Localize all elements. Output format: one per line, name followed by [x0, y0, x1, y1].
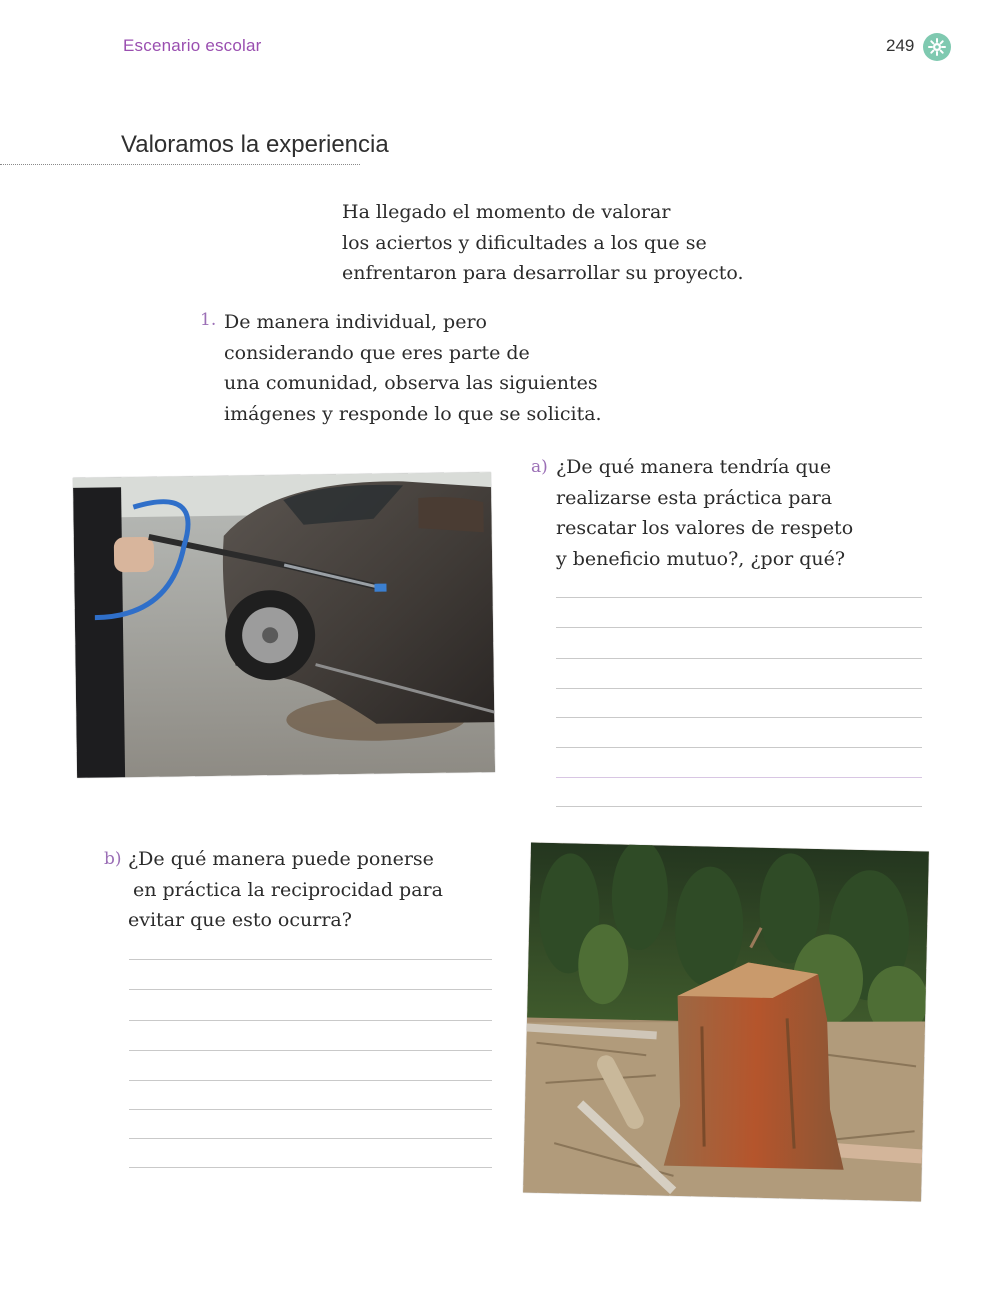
answer-line[interactable]	[556, 688, 922, 689]
running-header: Escenario escolar	[123, 36, 262, 55]
subquestion-text	[556, 452, 853, 574]
subquestion-line: y beneficio mutuo?, ¿por qué?	[556, 547, 846, 570]
intro-line: los aciertos y dificultades a los que se	[342, 231, 707, 254]
answer-line[interactable]	[556, 597, 922, 598]
question-line: considerando que eres parte de	[224, 341, 530, 364]
question-line: De manera individual, pero	[224, 311, 487, 333]
answer-line[interactable]	[129, 959, 492, 960]
car-wash-photo	[73, 472, 495, 778]
answer-line[interactable]	[129, 1138, 492, 1139]
answer-line[interactable]	[556, 717, 922, 718]
subquestion-line: ¿De qué manera puede ponerse	[128, 848, 434, 870]
answer-line[interactable]	[556, 806, 922, 807]
intro-line: Ha llegado el momento de valorar	[342, 201, 671, 223]
section-title: Valoramos la experiencia	[121, 131, 389, 158]
subquestion-text	[128, 844, 443, 936]
intro-paragraph	[342, 197, 744, 289]
question-text	[224, 307, 602, 429]
title-divider	[0, 164, 360, 165]
answer-line[interactable]	[129, 1050, 492, 1051]
gear-icon	[923, 33, 951, 61]
subquestion-line: rescatar los valores de respeto	[556, 517, 854, 539]
answer-line[interactable]	[129, 1020, 492, 1021]
intro-line: enfrentaron para desarrollar su proyecto.	[342, 262, 744, 284]
subquestion-line: evitar que esto ocurra?	[128, 909, 352, 931]
subquestion-letter: b)	[104, 849, 122, 869]
answer-line[interactable]	[129, 1109, 492, 1110]
question-number: 1.	[200, 310, 217, 330]
question-line: imágenes y responde lo que se solicita.	[224, 402, 602, 425]
answer-line[interactable]	[129, 1080, 492, 1081]
answer-line[interactable]	[556, 747, 922, 748]
answer-line[interactable]	[556, 777, 922, 778]
page-number: 249	[886, 36, 915, 55]
answer-line[interactable]	[556, 627, 922, 628]
tree-stump-photo	[523, 843, 929, 1202]
subquestion-line: en práctica la reciprocidad para	[133, 878, 443, 901]
answer-line[interactable]	[129, 1167, 492, 1168]
question-line: una comunidad, observa las siguientes	[224, 372, 598, 394]
answer-line[interactable]	[129, 989, 492, 990]
subquestion-letter: a)	[531, 457, 548, 477]
subquestion-line: realizarse esta práctica para	[556, 486, 833, 509]
answer-line[interactable]	[556, 658, 922, 659]
subquestion-line: ¿De qué manera tendría que	[556, 456, 832, 478]
